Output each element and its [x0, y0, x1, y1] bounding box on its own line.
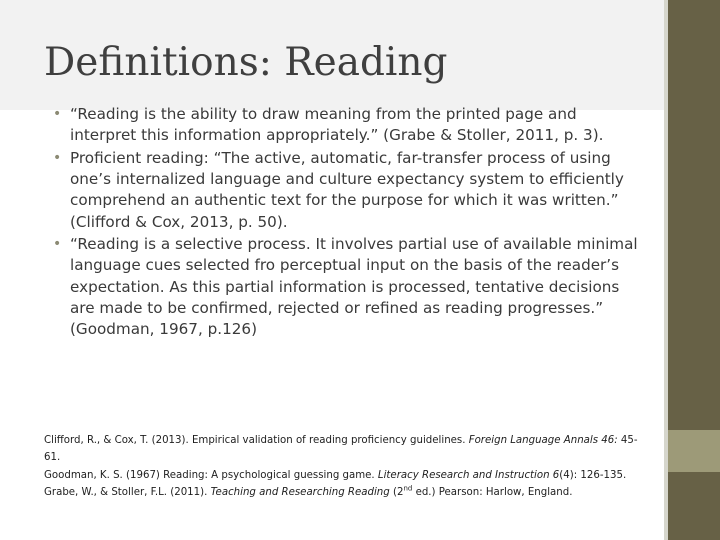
bullet-icon: •: [53, 106, 62, 122]
reference-source: Foreign Language Annals 46:: [468, 435, 618, 446]
reference-pages: 45-61.: [44, 435, 638, 464]
bullet-text: “Reading is a selective process. It involves partial use of available minimal language cues selected fro perceptual input on the basis of the reader’s expectation. As this partial information is processed, tentative decisions are made to be confirmed, rejected or refined as reading progresses.” (Goodman, 1967, p.126): [70, 235, 638, 339]
reference-source: Literacy Research and Instruction 6: [377, 469, 560, 481]
reference-edition-open: (2: [389, 486, 404, 498]
reference-publisher: ed.) Pearson: Harlow, England.: [412, 486, 573, 498]
reference-source: Teaching and Researching Reading: [210, 486, 390, 498]
references: [44, 432, 644, 501]
sidebar-dark-top: [668, 0, 720, 430]
bullet-icon: •: [53, 149, 62, 166]
bullet-list: [53, 104, 641, 342]
bullet-text: Proficient reading: “The active, automatic, far-transfer process of using one’s internalized language and culture expectancy system to efficiently comprehend an authentic text for the purpose for which it was written.” (Clifford & Cox, 2013, p. 50).: [70, 148, 624, 231]
bullet-item: [53, 148, 641, 233]
bullet-item: [53, 104, 641, 146]
reference-pages: (4): 126-135.: [559, 469, 627, 481]
reference-edition-suffix: nd: [403, 484, 413, 493]
bullet-icon: •: [53, 236, 62, 253]
sidebar-dark-bottom: [668, 472, 720, 540]
bullet-text: “Reading is the ability to draw meaning from the printed page and interpret this information appropriately.” (Grabe & Stoller, 2011, p. 3).: [70, 105, 604, 145]
sidebar-accent-block: [668, 430, 720, 472]
reference-text: Grabe, W., & Stoller, F.L. (2011).: [44, 486, 211, 498]
reference-text: Clifford, R., & Cox, T. (2013). Empirical validation of reading proficiency guidelines.: [44, 435, 469, 446]
reference-item: [44, 467, 644, 484]
reference-text: Goodman, K. S. (1967) Reading: A psychological guessing game.: [44, 469, 378, 481]
bullet-item: [53, 234, 641, 340]
reference-item: [44, 484, 644, 501]
slide-title: Definitions: Reading: [44, 40, 448, 85]
reference-item: [44, 432, 644, 467]
